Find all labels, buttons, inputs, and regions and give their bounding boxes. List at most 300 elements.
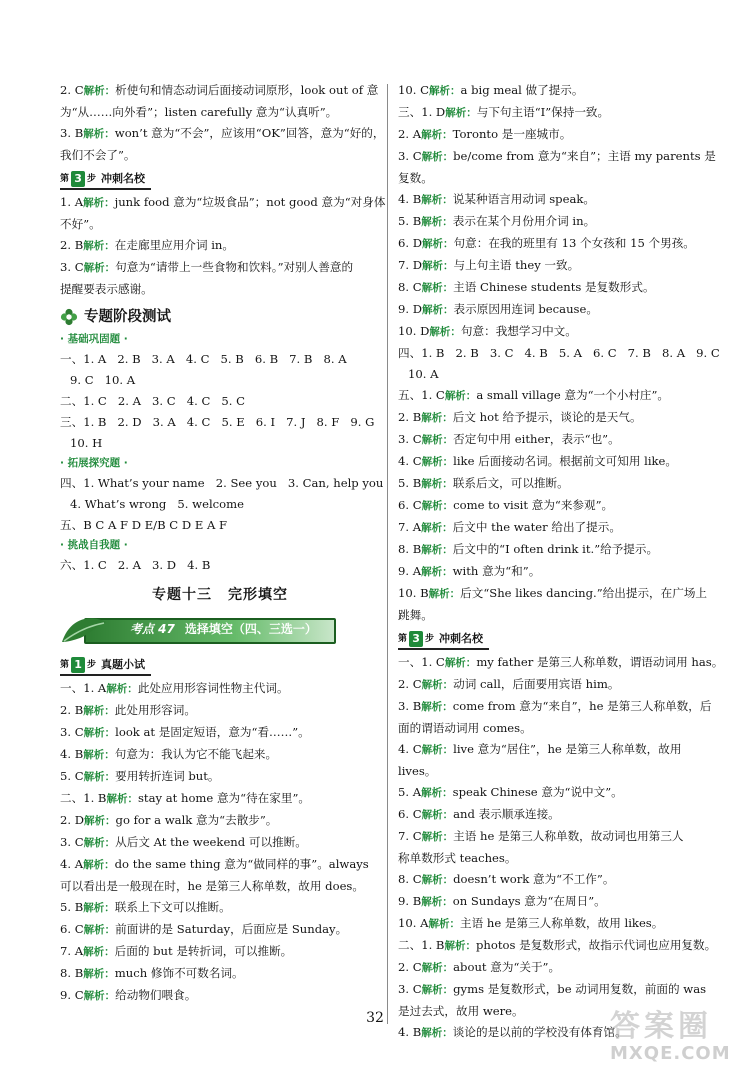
answer-item xyxy=(398,255,720,277)
answer-item xyxy=(398,739,720,782)
answer-first-line xyxy=(60,854,380,876)
answer-number: 10. C xyxy=(398,83,429,97)
analysis-text: do the same thing 意为“做同样的事”。always xyxy=(114,857,369,871)
answer-first-line xyxy=(60,235,380,257)
answer-number: 5. B xyxy=(60,900,84,914)
analysis-text: speak Chinese 意为“说中文”。 xyxy=(452,785,623,799)
answer-number: 9. C xyxy=(60,988,84,1002)
analysis-tag: 解析： xyxy=(421,1027,453,1039)
analysis-tag: 解析： xyxy=(83,85,116,97)
analysis-text: photos 是复数形式，故指示代词也应用复数。 xyxy=(475,938,717,952)
answer-item xyxy=(398,473,720,495)
analysis-tag: 解析： xyxy=(83,990,116,1002)
answer-item xyxy=(60,257,380,300)
topic-title: 选择填空（四、三选一） xyxy=(184,622,317,636)
analysis-tag: 解析： xyxy=(421,478,453,490)
analysis-tag: 解析： xyxy=(83,705,115,717)
answer-number: 4. B xyxy=(398,192,422,206)
answer-key-line: 五、B C A F D E/B C D E A F xyxy=(60,518,228,532)
analysis-text: come to visit 意为“来参观”。 xyxy=(453,498,614,512)
analysis-text: gyms 是复数形式，be 动词用复数，前面的 was xyxy=(453,982,707,996)
answer-first-line xyxy=(398,146,720,168)
analysis-tag: 解析： xyxy=(421,679,454,691)
analysis-text: 主语 he 是第三人称单数，故用 likes。 xyxy=(460,916,664,930)
analysis-text: 从后文 At the weekend 可以推断。 xyxy=(115,835,307,849)
answer-first-line xyxy=(398,782,720,804)
answer-item xyxy=(60,985,380,1007)
analysis-continuation: 可以看出是一般现在时，he 是第三人称单数，故用 does。 xyxy=(60,879,364,893)
analysis-text: and 表示顺承连接。 xyxy=(453,807,560,821)
answer-first-line xyxy=(398,935,720,957)
answer-item xyxy=(60,919,380,941)
sub-heading-extend: · 拓展探究题 · xyxy=(60,457,128,469)
analysis-text: my father 是第三人称单数，谓语动词用 has。 xyxy=(476,655,724,669)
answer-first-line xyxy=(60,832,380,854)
answer-item xyxy=(398,233,720,255)
analysis-continuation: 是过去式，故用 were。 xyxy=(398,1004,524,1018)
answer-number: 4. A xyxy=(60,857,84,871)
answer-first-line xyxy=(398,211,720,233)
answer-first-line xyxy=(60,192,386,214)
answer-first-line xyxy=(398,495,720,517)
analysis-tag: 解析： xyxy=(422,238,454,250)
answer-item xyxy=(398,517,720,539)
analysis-tag: 解析： xyxy=(106,793,138,805)
analysis-tag: 解析： xyxy=(421,701,453,713)
answer-item xyxy=(398,124,720,146)
answer-number: 3. C xyxy=(398,982,422,996)
answer-first-line xyxy=(398,583,720,605)
answer-first-line xyxy=(398,429,720,451)
answer-item xyxy=(60,744,380,766)
answer-number: 3. C xyxy=(60,725,84,739)
analysis-tag: 解析： xyxy=(83,924,116,936)
answer-first-line xyxy=(60,700,380,722)
analysis-tag: 解析： xyxy=(83,946,115,958)
analysis-tag: 解析： xyxy=(421,500,454,512)
answer-first-line xyxy=(398,321,720,343)
answer-item xyxy=(398,583,720,626)
analysis-text: 主语 Chinese students 是复数形式。 xyxy=(453,280,655,294)
answer-key-line: 四、1. What’s your name 2. See you 3. Can, help you xyxy=(60,476,384,490)
analysis-text: much 修饰不可数名词。 xyxy=(114,966,244,980)
analysis-tag: 解析： xyxy=(444,657,477,669)
analysis-continuation: 面的谓语动词用 comes。 xyxy=(398,721,532,735)
analysis-text: come from 意为“来自”，he 是第三人称单数，后 xyxy=(452,699,712,713)
answer-number: 2. B xyxy=(60,238,84,252)
analysis-tag: 解析： xyxy=(428,588,461,600)
analysis-text: 句意：在我的班里有 13 个女孩和 15 个男孩。 xyxy=(453,236,695,250)
answer-first-line xyxy=(398,277,720,299)
step-suffix: 步 xyxy=(87,174,97,184)
analysis-continuation: 跳舞。 xyxy=(398,608,433,622)
analysis-text: 联系上下文可以推断。 xyxy=(114,900,231,914)
analysis-tag: 解析： xyxy=(429,326,461,338)
analysis-continuation: 复数。 xyxy=(398,171,433,185)
analysis-text: 表示在某个月份用介词 in。 xyxy=(452,214,596,228)
analysis-tag: 解析： xyxy=(421,896,453,908)
analysis-text: 析使句和情态动词后面接动词原形，look out of 意 xyxy=(115,83,379,97)
answer-first-line xyxy=(60,722,380,744)
right-column xyxy=(398,80,724,1044)
answer-first-line xyxy=(398,299,720,321)
answer-number: 4. B xyxy=(398,1025,422,1039)
step-label: 真题小试 xyxy=(101,658,146,671)
step-number-badge: 3 xyxy=(409,631,423,647)
answer-number: 6. C xyxy=(398,807,422,821)
answer-first-line xyxy=(60,810,380,832)
analysis-tag: 解析： xyxy=(84,815,116,827)
answer-number: 2. C xyxy=(60,83,84,97)
step-number-badge: 3 xyxy=(71,171,85,187)
answer-item xyxy=(60,810,380,832)
analysis-text: 在走廊里应用介词 in。 xyxy=(114,238,234,252)
answer-item xyxy=(398,189,720,211)
answer-number: 7. A xyxy=(60,944,84,958)
answer-first-line xyxy=(60,80,380,102)
analysis-text: won’t 意为“不会”，应该用“OK”回答，意为“好的， xyxy=(114,126,385,140)
analysis-tag: 解析： xyxy=(106,683,138,695)
analysis-tag: 解析： xyxy=(421,744,454,756)
answer-first-line xyxy=(60,788,380,810)
analysis-tag: 解析： xyxy=(421,544,453,556)
analysis-tag: 解析： xyxy=(421,831,454,843)
answer-number: 3. C xyxy=(60,260,84,274)
answer-item xyxy=(60,722,380,744)
analysis-text: 与上句主语 they 一致。 xyxy=(453,258,580,272)
answer-number: 8. C xyxy=(398,872,422,886)
watermark-logo-text: 答案圈 xyxy=(610,1009,712,1044)
analysis-text: about 意为“关于”。 xyxy=(453,960,561,974)
section-title-row xyxy=(60,306,380,328)
answer-first-line xyxy=(60,941,380,963)
answer-first-line xyxy=(398,979,720,1001)
answer-item xyxy=(60,766,380,788)
answer-item xyxy=(60,897,380,919)
answer-first-line xyxy=(398,696,720,718)
answer-item xyxy=(398,211,720,233)
analysis-text: 否定句中用 either，表示“也”。 xyxy=(453,432,620,446)
analysis-tag: 解析： xyxy=(83,727,116,739)
analysis-tag: 解析： xyxy=(421,522,453,534)
answer-item xyxy=(60,963,380,985)
answer-number: 10. B xyxy=(398,586,429,600)
answer-key-line: 一、1. A 2. B 3. A 4. C 5. B 6. B 7. B 8. A xyxy=(60,352,347,366)
analysis-continuation: 提醒要表示感谢。 xyxy=(60,282,153,296)
step-label: 冲刺名校 xyxy=(101,172,146,185)
analysis-text: stay at home 意为“待在家里”。 xyxy=(137,791,310,805)
watermark-url: MXQE.COM xyxy=(610,1043,731,1064)
answer-number: 6. D xyxy=(398,236,423,250)
analysis-text: Toronto 是一座城市。 xyxy=(452,127,572,141)
step-suffix: 步 xyxy=(425,634,435,644)
analysis-tag: 解析： xyxy=(83,902,115,914)
answer-first-line xyxy=(60,766,380,788)
analysis-tag: 解析： xyxy=(83,859,115,871)
answer-number: 2. B xyxy=(60,703,84,717)
analysis-text: like 后面接动名词。根据前文可知用 like。 xyxy=(453,454,678,468)
analysis-text: live 意为“居住”，he 是第三人称单数，故用 xyxy=(453,742,682,756)
answer-first-line xyxy=(398,102,720,124)
answer-item xyxy=(60,788,380,810)
answer-number: 一、1. C xyxy=(398,655,445,669)
answer-first-line xyxy=(60,985,380,1007)
answer-key-line: 10. H xyxy=(70,436,103,450)
answer-item xyxy=(398,102,720,124)
answer-first-line xyxy=(398,233,720,255)
chapter-name: 完形填空 xyxy=(228,587,288,603)
analysis-tag: 解析： xyxy=(83,837,116,849)
answer-item xyxy=(60,941,380,963)
analysis-text: be/come from 意为“来自”；主语 my parents 是 xyxy=(453,149,716,163)
answer-first-line xyxy=(398,957,720,979)
answer-first-line xyxy=(398,255,720,277)
answer-item xyxy=(398,935,720,957)
answer-item xyxy=(398,429,720,451)
answer-number: 9. D xyxy=(398,302,423,316)
answer-item xyxy=(398,495,720,517)
answer-number: 2. C xyxy=(398,677,422,691)
analysis-tag: 解析： xyxy=(421,434,454,446)
answer-first-line xyxy=(398,451,720,473)
analysis-text: 表示原因用连词 because。 xyxy=(453,302,598,316)
answer-number: 5. C xyxy=(60,769,84,783)
analysis-text: 动词 call，后面要用宾语 him。 xyxy=(453,677,620,691)
answer-item xyxy=(398,277,720,299)
analysis-text: 此处用形容词。 xyxy=(114,703,196,717)
answer-first-line xyxy=(398,539,720,561)
answer-first-line xyxy=(398,652,724,674)
section-title: 专题阶段测试 xyxy=(84,309,171,325)
step-suffix: 步 xyxy=(87,660,97,670)
answer-key-line: 9. C 10. A xyxy=(70,373,136,387)
analysis-tag: 解析： xyxy=(83,968,115,980)
answer-number: 3. B xyxy=(60,126,84,140)
answer-number: 3. C xyxy=(60,835,84,849)
analysis-tag: 解析： xyxy=(83,749,115,761)
analysis-tag: 解析： xyxy=(445,107,477,119)
answer-number: 三、1. D xyxy=(398,105,446,119)
step-label: 冲刺名校 xyxy=(439,632,484,645)
answer-item xyxy=(398,696,720,739)
analysis-text: a small village 意为“一个小村庄”。 xyxy=(476,388,670,402)
answer-item xyxy=(398,913,720,935)
analysis-text: 主语 he 是第三人称单数，故动词也用第三人 xyxy=(453,829,684,843)
analysis-tag: 解析： xyxy=(421,874,454,886)
step-header xyxy=(398,630,489,650)
answer-first-line xyxy=(398,739,720,761)
answer-number: 2. D xyxy=(60,813,85,827)
analysis-tag: 解析： xyxy=(421,194,453,206)
answer-number: 8. B xyxy=(60,966,84,980)
analysis-continuation: 为“从……向外看”；listen carefully 意为“认真听”。 xyxy=(60,105,338,119)
answer-number: 2. C xyxy=(398,960,422,974)
answer-first-line xyxy=(398,189,720,211)
analysis-text: doesn’t work 意为“不工作”。 xyxy=(453,872,615,886)
answer-number: 一、1. A xyxy=(60,681,107,695)
answer-first-line xyxy=(60,963,380,985)
analysis-text: junk food 意为“垃圾食品”；not good 意为“对身体 xyxy=(114,195,386,209)
analysis-tag: 解析： xyxy=(421,282,454,294)
answer-item xyxy=(398,826,720,869)
answer-number: 5. B xyxy=(398,476,422,490)
answer-item xyxy=(60,192,386,235)
analysis-text: 句意为：我认为它不能飞起来。 xyxy=(114,747,278,761)
answer-key-line: 六、1. C 2. A 3. D 4. B xyxy=(60,558,211,572)
answer-number: 二、1. B xyxy=(398,938,445,952)
answer-item xyxy=(60,678,380,700)
analysis-text: 后文中的“I often drink it.”给予提示。 xyxy=(452,542,659,556)
analysis-text: 后文 hot 给予提示，谈论的是天气。 xyxy=(452,410,642,424)
analysis-text: 后面的 but 是转折词，可以推断。 xyxy=(114,944,293,958)
analysis-text: 要用转折连词 but。 xyxy=(115,769,220,783)
answer-number: 4. C xyxy=(398,742,422,756)
answer-item xyxy=(398,869,720,891)
analysis-tag: 解析： xyxy=(421,984,454,996)
analysis-tag: 解析： xyxy=(83,128,115,140)
answer-item xyxy=(398,561,720,583)
page-number: 32 xyxy=(366,1010,384,1026)
answer-number: 9. B xyxy=(398,894,422,908)
answer-number: 2. B xyxy=(398,410,422,424)
analysis-text: 前面讲的是 Saturday，后面应是 Sunday。 xyxy=(115,922,348,936)
answer-number: 10. A xyxy=(398,916,429,930)
answer-item xyxy=(398,321,720,343)
column-divider xyxy=(387,84,388,1024)
analysis-tag: 解析： xyxy=(421,216,453,228)
answer-first-line xyxy=(60,897,380,919)
analysis-text: 后文“She likes dancing.”给出提示，在广场上 xyxy=(460,586,708,600)
analysis-tag: 解析： xyxy=(444,940,476,952)
answer-item xyxy=(60,700,380,722)
analysis-tag: 解析： xyxy=(421,412,453,424)
answer-first-line xyxy=(398,561,720,583)
analysis-tag: 解析： xyxy=(422,260,454,272)
answer-number: 6. C xyxy=(398,498,422,512)
answer-number: 2. A xyxy=(398,127,422,141)
answer-item xyxy=(398,674,720,696)
answer-item xyxy=(60,123,385,166)
answer-number: 9. A xyxy=(398,564,422,578)
answer-first-line xyxy=(398,869,720,891)
answer-item xyxy=(398,957,720,979)
step-prefix: 第 xyxy=(398,634,408,644)
answer-item xyxy=(60,235,380,257)
analysis-text: 此处应用形容词性物主代词。 xyxy=(137,681,289,695)
analysis-tag: 解析： xyxy=(421,787,453,799)
banner-text xyxy=(130,620,317,638)
answer-first-line xyxy=(398,891,720,913)
answer-number: 10. D xyxy=(398,324,430,338)
topic-number: 考点 47 xyxy=(130,622,175,636)
answer-item xyxy=(398,782,720,804)
answer-first-line xyxy=(398,804,720,826)
answer-item xyxy=(398,299,720,321)
analysis-tag: 解析： xyxy=(83,262,116,274)
analysis-tag: 解析： xyxy=(421,456,454,468)
analysis-text: on Sundays 意为“在周日”。 xyxy=(452,894,606,908)
chapter-number: 专题十三 xyxy=(152,587,212,603)
answer-number: 5. B xyxy=(398,214,422,228)
answer-item xyxy=(398,804,720,826)
analysis-text: 联系后文，可以推断。 xyxy=(452,476,569,490)
answer-key-line: 二、1. C 2. A 3. C 4. C 5. C xyxy=(60,394,246,408)
answer-number: 4. C xyxy=(398,454,422,468)
analysis-tag: 解析： xyxy=(428,918,460,930)
analysis-tag: 解析： xyxy=(83,771,116,783)
analysis-text: 说某种语言用动词 speak。 xyxy=(452,192,595,206)
analysis-text: 句意：我想学习中文。 xyxy=(460,324,577,338)
topic-banner xyxy=(60,612,380,642)
answer-first-line xyxy=(398,385,720,407)
answer-item xyxy=(398,539,720,561)
answer-item xyxy=(60,832,380,854)
answer-first-line xyxy=(60,123,385,145)
left-column xyxy=(60,80,386,1007)
answer-first-line xyxy=(398,80,720,102)
step-prefix: 第 xyxy=(60,174,70,184)
answer-item xyxy=(398,891,720,913)
analysis-tag: 解析： xyxy=(83,240,115,252)
answer-item xyxy=(398,451,720,473)
analysis-text: 句意为“请带上一些食物和饮料。”对别人善意的 xyxy=(115,260,354,274)
answer-first-line xyxy=(398,517,720,539)
answer-key-line: 10. A xyxy=(408,367,439,381)
answer-first-line xyxy=(60,257,380,279)
answer-item xyxy=(398,407,720,429)
analysis-tag: 解析： xyxy=(421,151,454,163)
analysis-continuation: 不好”。 xyxy=(60,217,101,231)
answer-number: 8. C xyxy=(398,280,422,294)
leaf-icon xyxy=(60,612,108,646)
answer-first-line xyxy=(398,826,720,848)
sub-heading-basic: · 基础巩固题 · xyxy=(60,333,128,345)
analysis-tag: 解析： xyxy=(421,129,453,141)
answer-number: 6. C xyxy=(60,922,84,936)
analysis-tag: 解析： xyxy=(83,197,115,209)
analysis-continuation: 我们不会了”。 xyxy=(60,148,136,162)
answer-item xyxy=(398,80,720,102)
analysis-text: 与下句主语“I”保持一致。 xyxy=(476,105,610,119)
answer-item xyxy=(398,146,720,189)
answer-number: 1. A xyxy=(60,195,84,209)
answer-first-line xyxy=(60,678,380,700)
sub-heading-challenge: · 挑战自我题 · xyxy=(60,539,128,551)
answer-first-line xyxy=(398,407,720,429)
answer-first-line xyxy=(398,124,720,146)
analysis-continuation: lives。 xyxy=(398,764,437,778)
answer-item xyxy=(398,652,724,674)
analysis-text: with 意为“和”。 xyxy=(452,564,541,578)
site-watermark xyxy=(610,1010,740,1070)
answer-key-line: 四、1. B 2. B 3. C 4. B 5. A 6. C 7. B 8. A 9. C xyxy=(398,346,720,360)
analysis-tag: 解析： xyxy=(429,85,461,97)
flower-icon xyxy=(60,308,78,326)
analysis-text: look at 是固定短语，意为“看……”。 xyxy=(115,725,310,739)
step-header xyxy=(60,656,151,676)
analysis-text: 后文中 the water 给出了提示。 xyxy=(452,520,621,534)
analysis-text: 谈论的是以前的学校没有体育馆。 xyxy=(452,1025,627,1039)
answer-number: 3. C xyxy=(398,149,422,163)
answer-item xyxy=(398,385,720,407)
analysis-tag: 解析： xyxy=(421,962,454,974)
analysis-text: 给动物们喂食。 xyxy=(115,988,197,1002)
answer-item xyxy=(60,854,380,897)
answer-key-line: 4. What’s wrong 5. welcome xyxy=(70,497,244,511)
analysis-tag: 解析： xyxy=(421,566,453,578)
analysis-text: go for a walk 意为“去散步”。 xyxy=(115,813,278,827)
analysis-tag: 解析： xyxy=(422,304,454,316)
